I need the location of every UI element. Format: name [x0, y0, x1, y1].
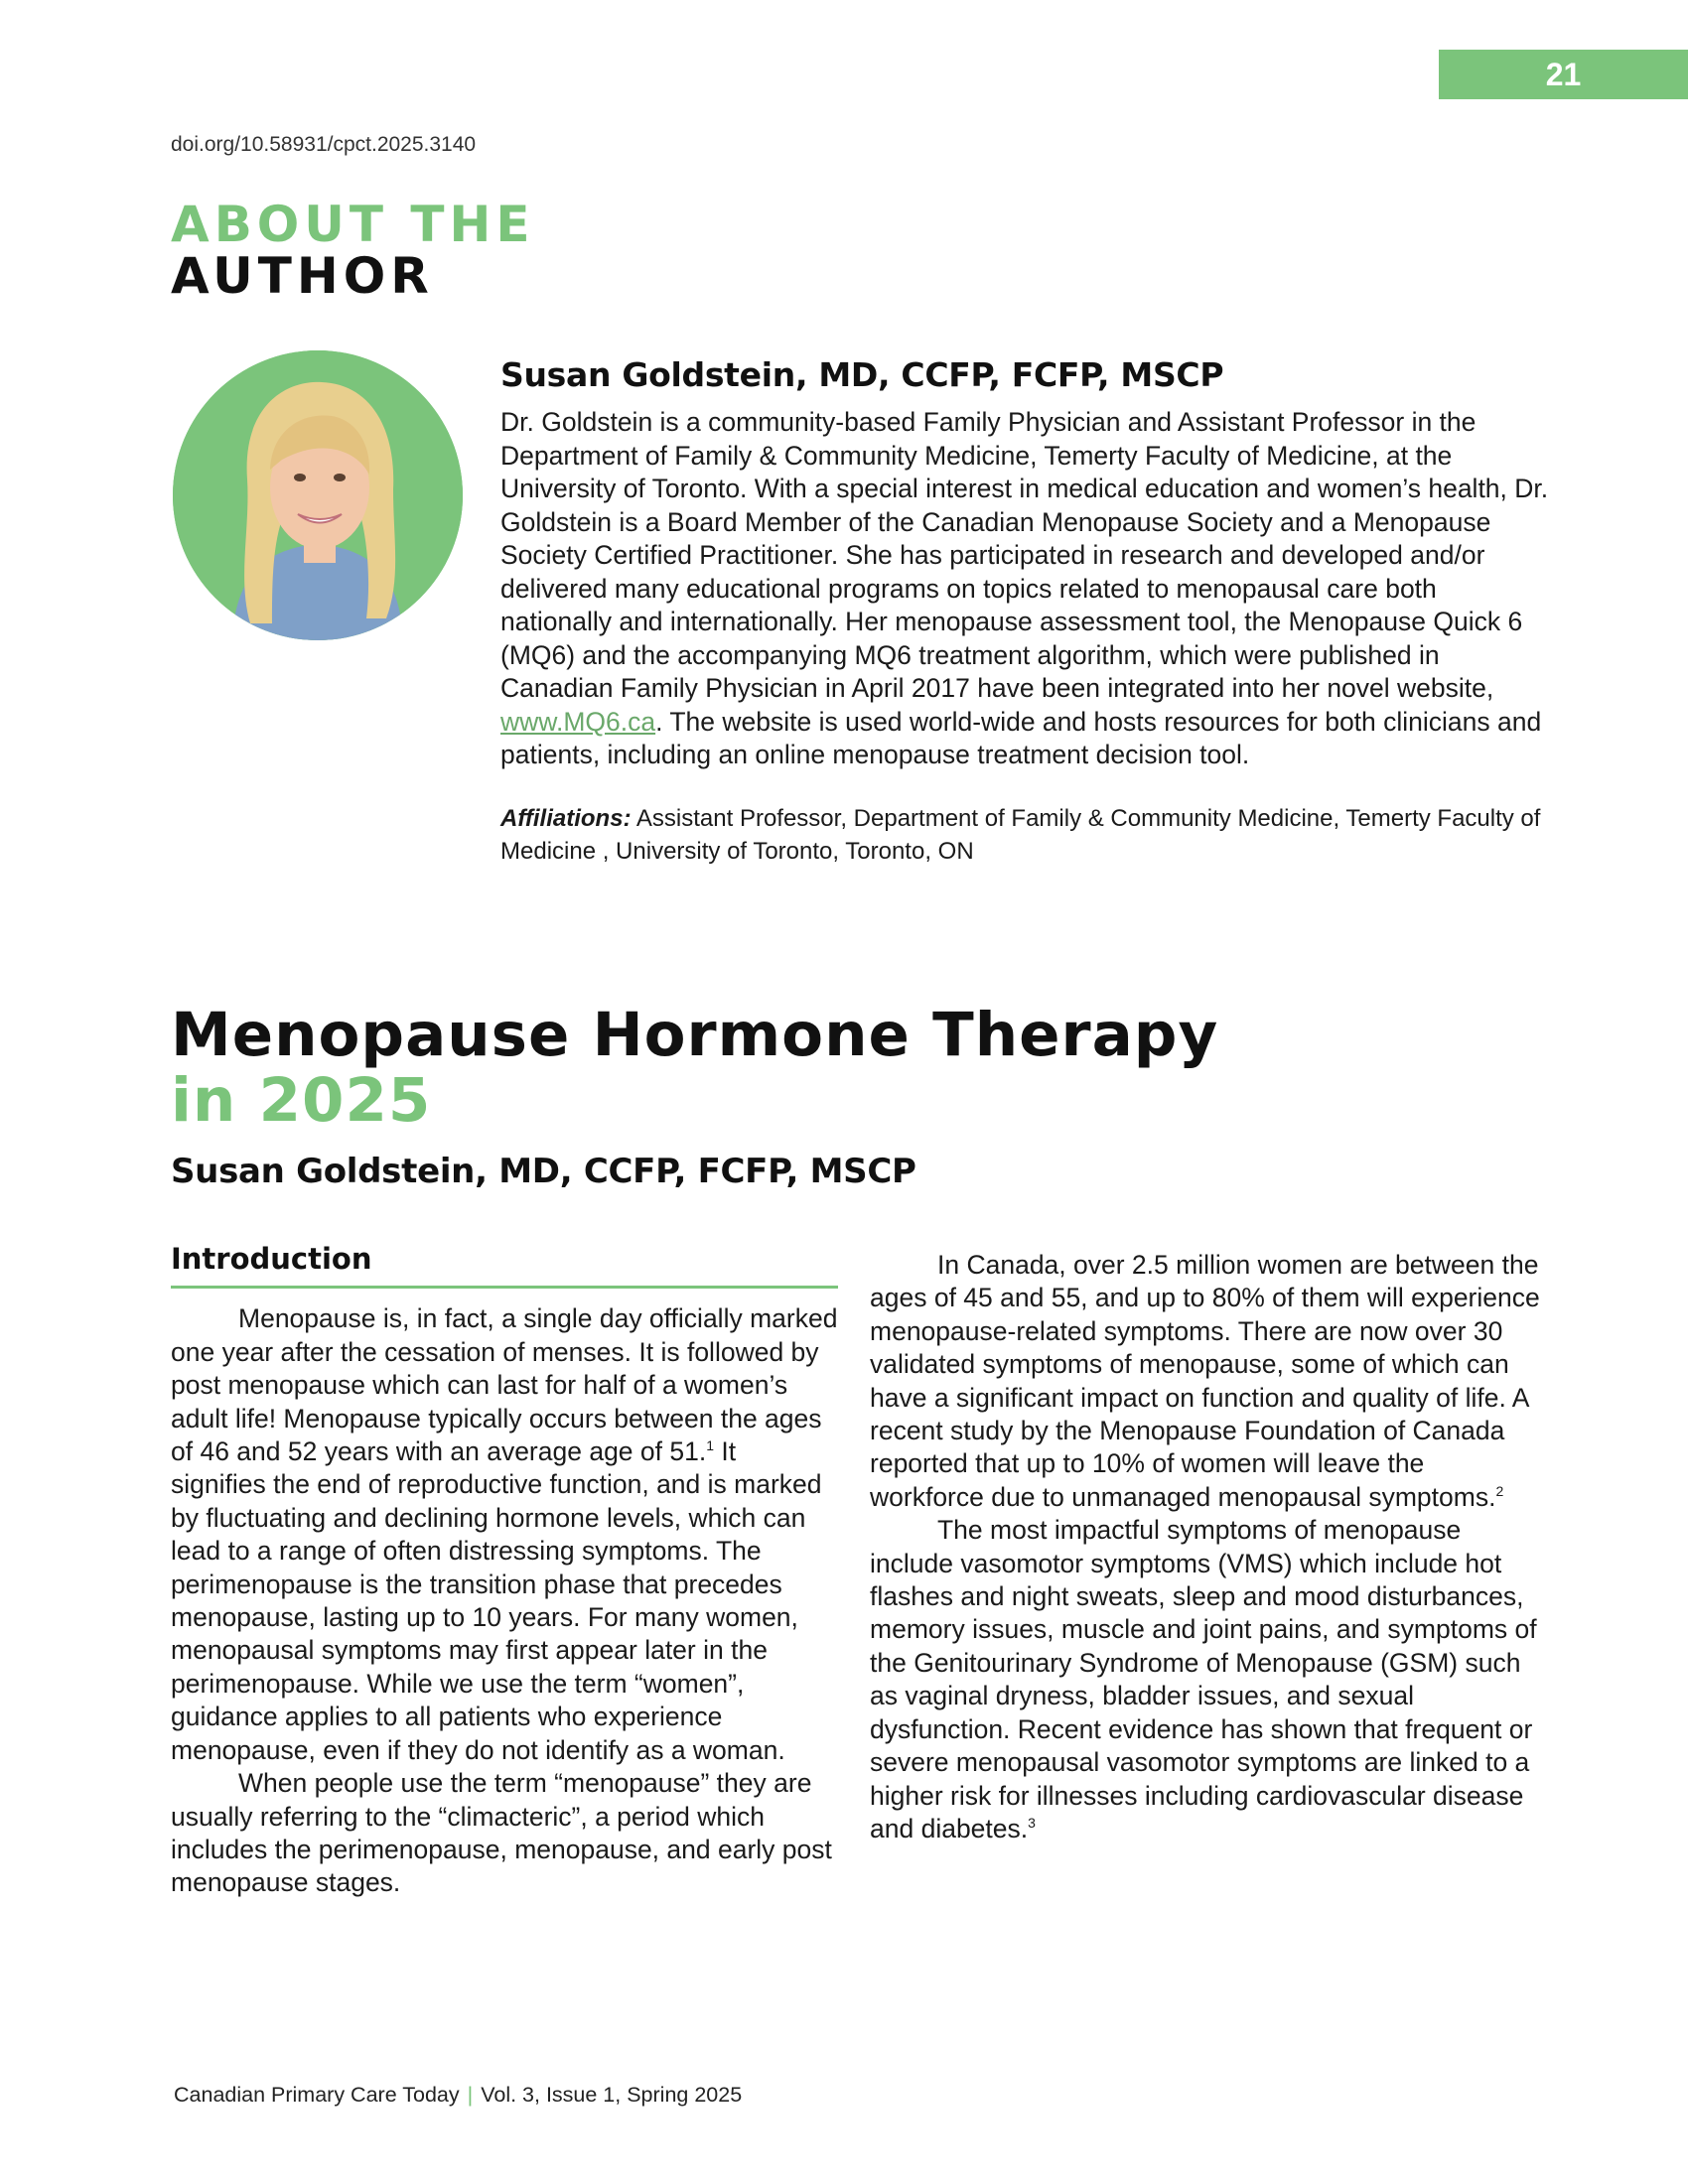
citation-2[interactable]: 2	[1495, 1483, 1504, 1500]
author-photo	[173, 350, 463, 640]
page-number: 21	[1439, 50, 1688, 99]
article-title	[171, 1000, 1219, 1136]
right-p2-text: The most impactful symptoms of menopause include vasomotor symptoms (VMS) which include hot flashes and night sweats, sleep and mood disturbances, memory issues, muscle and joint pains, and symptoms of the Genitourinary Syndrome of Menopause (GSM) such as vaginal dryness, bladder issues, and sexual dysfunction. Recent evidence has shown that frequent or severe menopausal vasomotor symptoms are linked to a higher risk for illnesses including cardiovascular disease and diabetes.	[870, 1515, 1537, 1843]
page-footer	[174, 2083, 742, 2108]
about-author-heading	[171, 196, 535, 305]
right-paragraph-1	[870, 1249, 1545, 1514]
affiliations-label: Affiliations:	[500, 804, 632, 832]
citation-3[interactable]: 3	[1028, 1815, 1036, 1832]
citation-1[interactable]: 1	[706, 1437, 715, 1454]
right-paragraph-2	[870, 1514, 1545, 1845]
footer-issue: Vol. 3, Issue 1, Spring 2025	[481, 2083, 743, 2107]
introduction-heading: Introduction	[171, 1243, 838, 1289]
article-title-line2: in 2025	[171, 1065, 432, 1136]
bio-text: Dr. Goldstein is a community-based Family Physician and Assistant Professor in the Department of Family & Community Medicine, Temerty Faculty of Medicine, at the University of Toronto. With a special interest in medical education and women’s health, Dr. Goldstein is a Board Member of the Canadian Menopause Society and a Menopause Society Certified Practitioner. She has participated in research and developed and/or delivered many educational programs on topics related to menopausal care both nationally and internationally. Her menopause assessment tool, the Menopause Quick 6 (MQ6) and the accompanying MQ6 treatment algorithm, which were published in Canadian Family Physician in April 2017 have been integrated into her novel website,	[500, 407, 1549, 703]
footer-separator: |	[467, 2083, 474, 2107]
author-affiliations	[500, 802, 1553, 868]
about-heading-line1: ABOUT THE	[171, 196, 535, 253]
affiliations-text: Assistant Professor, Department of Family & Community Medicine, Temerty Faculty of Medicine , University of Toronto, Toronto, ON	[500, 804, 1541, 865]
intro-p1-text-a: Menopause is, in fact, a single day officially marked one year after the cessation of menses. It is followed by post menopause which can last for half of a women’s adult life! Menopause typically occurs between the ages of 46 and 52 years with an average age of 51.	[171, 1303, 838, 1467]
article-title-line1: Menopause Hormone Therapy	[171, 1000, 1219, 1070]
doi-link[interactable]: doi.org/10.58931/cpct.2025.3140	[171, 133, 477, 156]
mq6-website-link[interactable]: www.MQ6.ca	[500, 706, 656, 737]
about-heading-line2: AUTHOR	[171, 247, 434, 305]
author-bio-block	[500, 355, 1553, 868]
intro-p1-text-b: It signifies the end of reproductive function, and is marked by fluctuating and declining hormone levels, which can lead to a range of often distressing symptoms. The perimenopause is the transition phase that precedes menopause, lasting up to 10 years. For many women, menopausal symptoms may first appear later in the perimenopause. While we use the term “women”, guidance applies to all patients who experience menopause, even if they do not identify as a woman.	[171, 1436, 822, 1765]
left-column	[171, 1243, 838, 1900]
intro-paragraph-2: When people use the term “menopause” they are usually referring to the “climacteric”, a period which includes the perimenopause, menopause, and early post menopause stages.	[171, 1768, 832, 1898]
author-bio	[500, 406, 1553, 772]
author-name: Susan Goldstein, MD, CCFP, FCFP, MSCP	[500, 355, 1224, 394]
right-p1-text: In Canada, over 2.5 million women are between the ages of 45 and 55, and up to 80% of them will experience menopause-related symptoms. There are now over 30 validated symptoms of menopause, some of which can have a significant impact on function and quality of life. A recent study by the Menopause Foundation of Canada reported that up to 10% of women will leave the workforce due to unmanaged menopausal symptoms.	[870, 1250, 1540, 1512]
footer-journal: Canadian Primary Care Today	[174, 2083, 460, 2107]
right-column	[870, 1249, 1545, 1845]
intro-paragraph-1	[171, 1302, 838, 1767]
article-author: Susan Goldstein, MD, CCFP, FCFP, MSCP	[171, 1152, 916, 1191]
bio-text-end: . The website is used world-wide and hosts resources for both clinicians and patients, including an online menopause treatment decision tool.	[500, 706, 1542, 769]
